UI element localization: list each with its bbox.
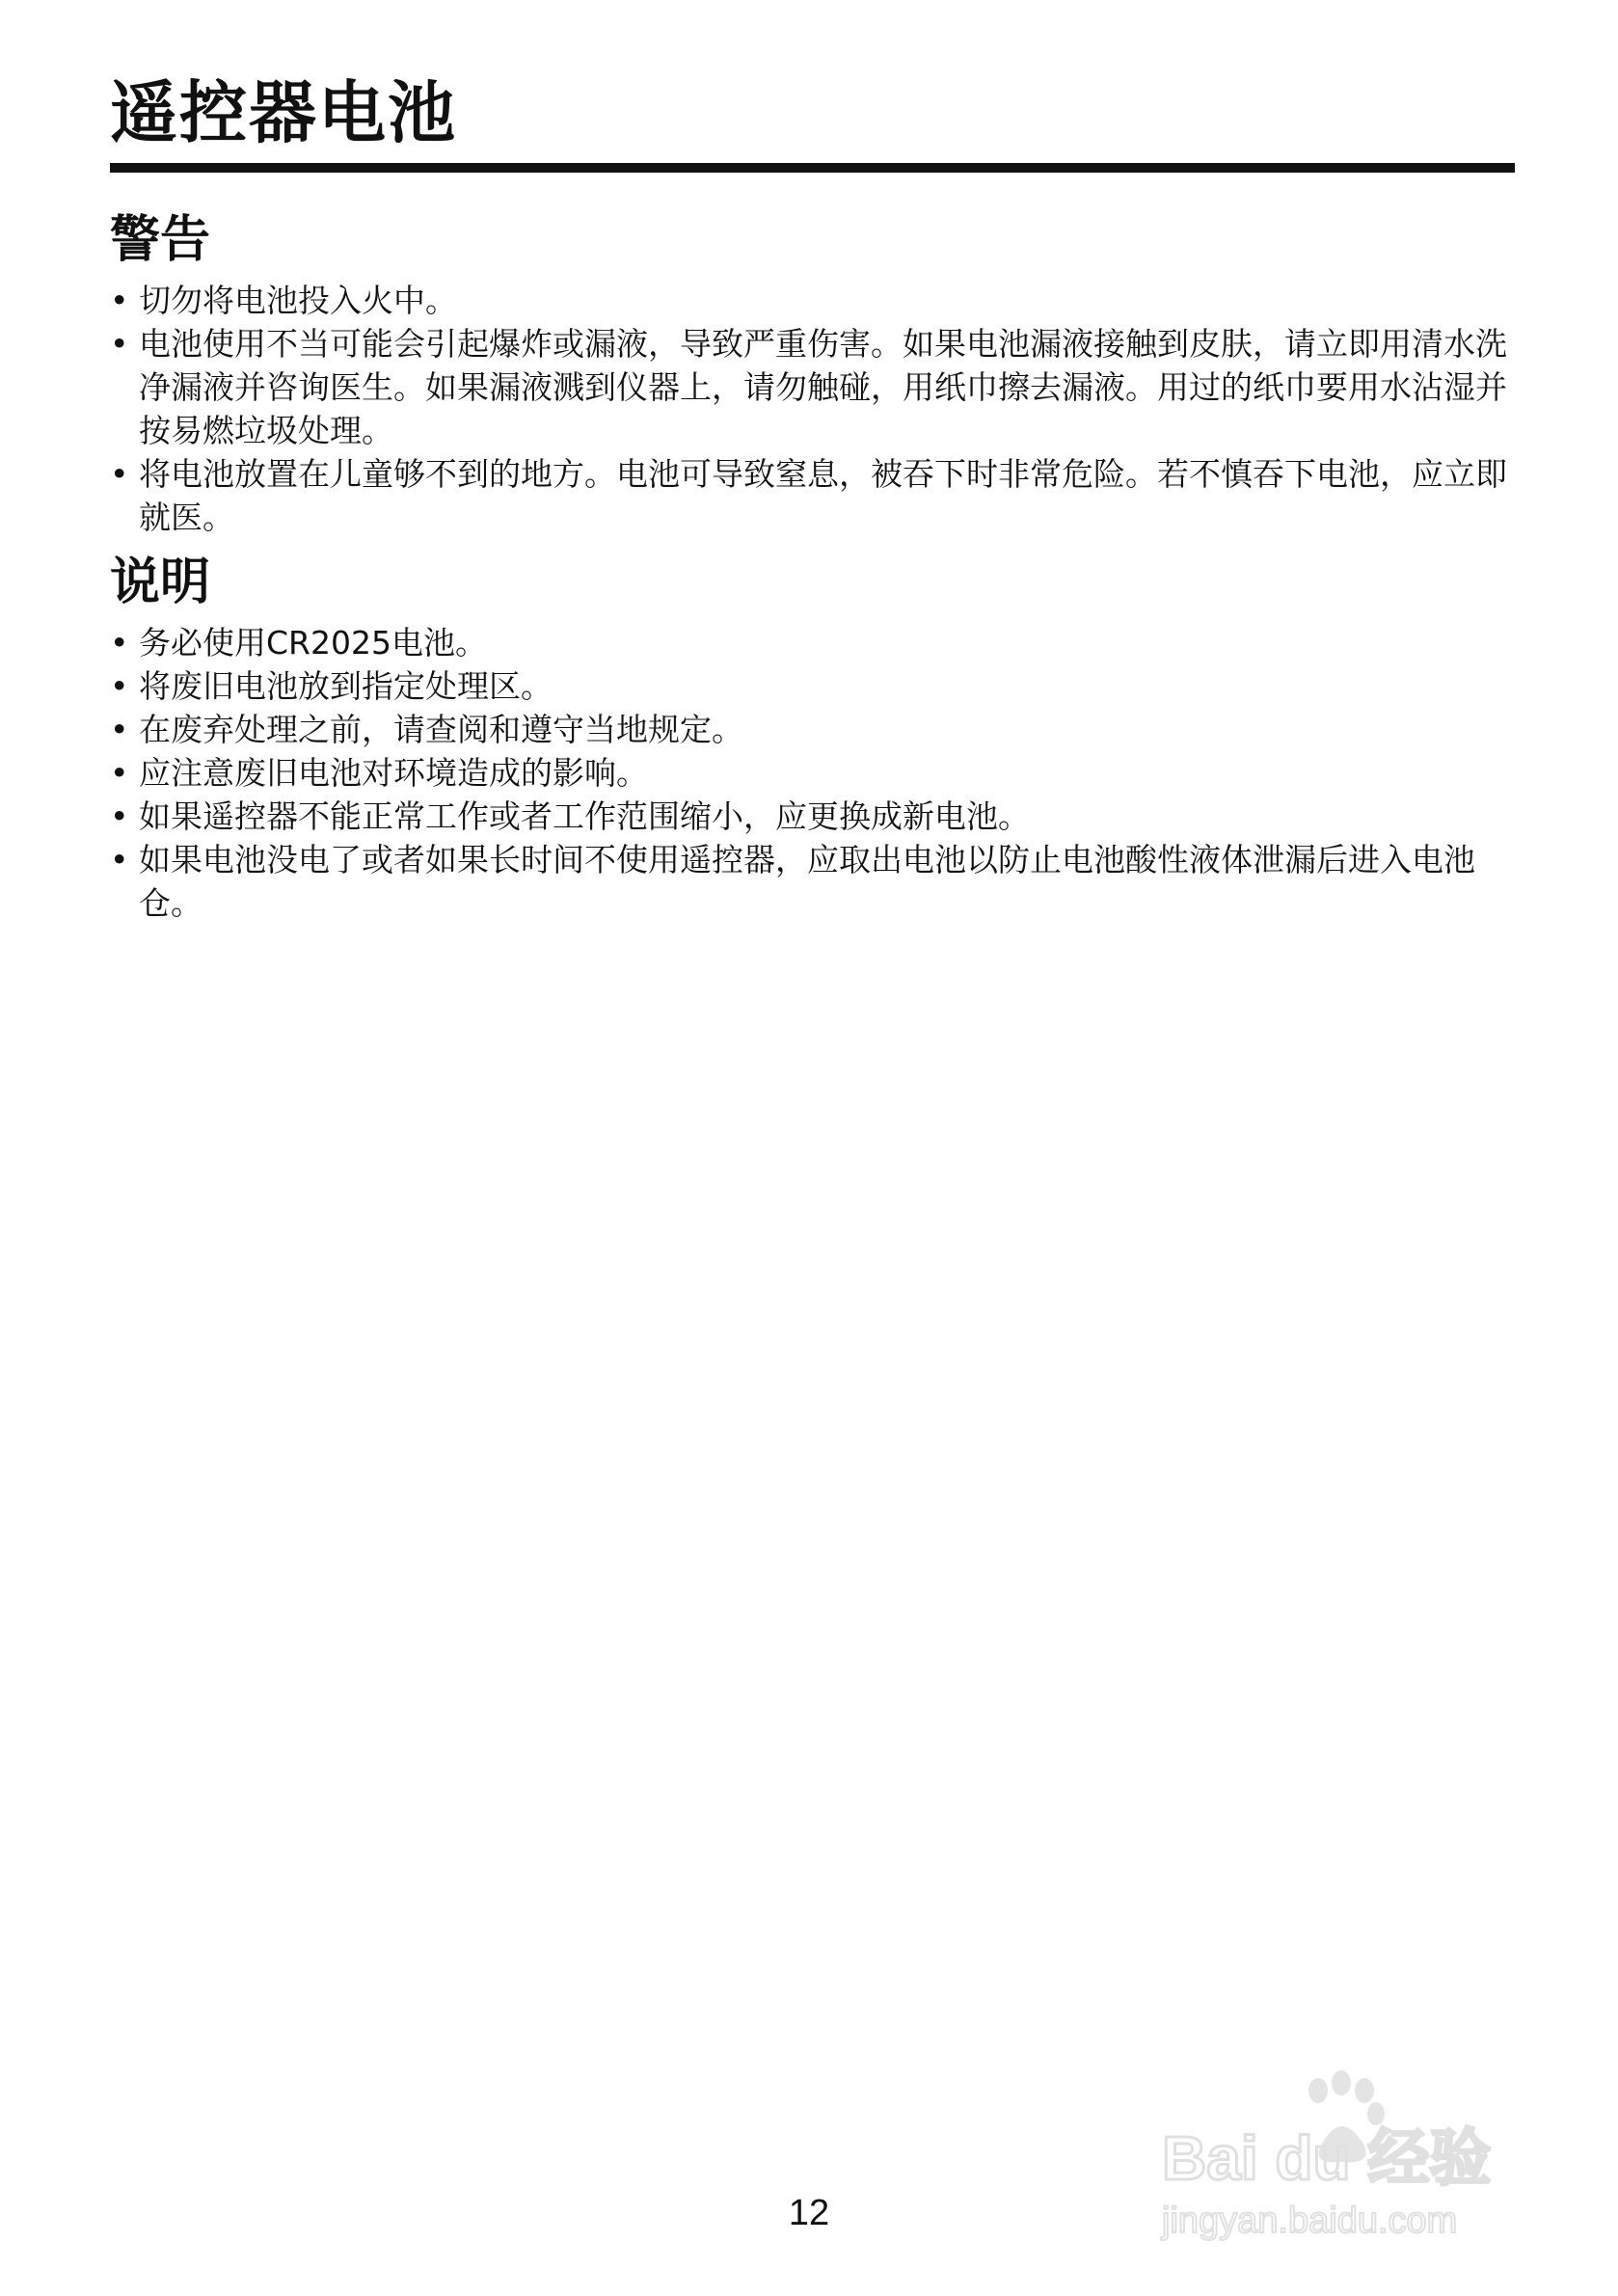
list-item xyxy=(110,664,1508,708)
list-item xyxy=(110,452,1508,539)
notes-heading: 说明 xyxy=(110,554,211,611)
title-underline xyxy=(110,163,1515,173)
watermark-url-text: jingyan.baidu.com xyxy=(1162,2201,1458,2241)
list-item xyxy=(110,708,1508,751)
notes-item-text: 如果遥控器不能正常工作或者工作范围缩小，应更换成新电池。 xyxy=(139,797,1030,835)
list-item xyxy=(110,279,1508,322)
notes-item-text: 如果电池没电了或者如果长时间不使用遥控器，应取出电池以防止电池酸性液体泄漏后进入电池仓。 xyxy=(139,841,1475,922)
list-item xyxy=(110,621,1508,664)
notes-list xyxy=(110,621,1508,925)
warning-list xyxy=(110,279,1508,539)
bullet-dot: • xyxy=(110,711,129,748)
page-number: 12 xyxy=(788,2193,830,2233)
bullet-dot: • xyxy=(110,455,129,493)
bullet-dot: • xyxy=(110,325,129,363)
list-item xyxy=(110,322,1508,452)
bullet-dot: • xyxy=(110,624,129,662)
list-item xyxy=(110,751,1508,795)
list-item xyxy=(110,795,1508,838)
watermark-brand-text: Bai du 经验 xyxy=(1162,2123,1492,2193)
notes-item-text: 应注意废旧电池对环境造成的影响。 xyxy=(139,754,648,792)
page-title: 遥控器电池 xyxy=(110,73,457,152)
warning-item-text: 电池使用不当可能会引起爆炸或漏液，导致严重伤害。如果电池漏液接触到皮肤，请立即用清水洗净漏液并咨询医生。如果漏液溅到仪器上，请勿触碰，用纸巾擦去漏液。用过的纸巾要用水沾湿并按易燃垃圾处理。 xyxy=(139,325,1507,449)
notes-item-text: 在废弃处理之前，请查阅和遵守当地规定。 xyxy=(139,711,743,748)
notes-item-text: 务必使用CR2025电池。 xyxy=(139,624,487,662)
bullet-dot: • xyxy=(110,841,129,878)
notes-item-text: 将废旧电池放到指定处理区。 xyxy=(139,667,553,705)
warning-item-text: 将电池放置在儿童够不到的地方。电池可导致窒息，被吞下时非常危险。若不慎吞下电池，应立即就医。 xyxy=(139,455,1507,536)
warning-heading: 警告 xyxy=(110,211,211,269)
list-item xyxy=(110,838,1508,925)
bullet-dot: • xyxy=(110,282,129,319)
bullet-dot: • xyxy=(110,667,129,705)
warning-item-text: 切勿将电池投入火中。 xyxy=(139,282,457,319)
bullet-dot: • xyxy=(110,797,129,835)
bullet-dot: • xyxy=(110,754,129,792)
